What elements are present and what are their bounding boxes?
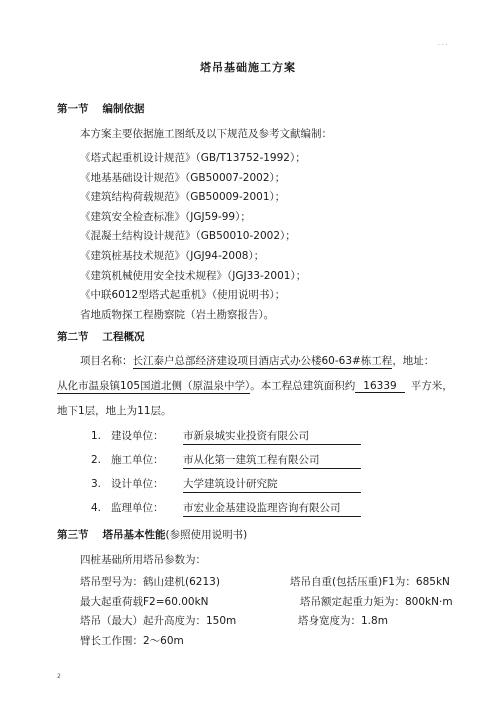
section1-title: 编制依据 [102,103,145,115]
address-line [57,378,453,393]
param-right: 塔吊自重(包括压重)F1为：685kN [290,576,450,588]
project-label: 项目名称： [80,355,133,367]
party-construction [91,428,361,445]
section2-heading [57,329,145,344]
party-supervision [91,500,361,517]
param-right: 塔吊额定起重力矩为：800kN·m [300,596,453,608]
party-value: 市宏业金基建设监理咨询有限公司 [183,500,361,517]
reference-item: 《建筑结构荷载规范》（GB50009-2001）； [80,191,286,203]
party-value: 市新泉城实业投资有限公司 [183,428,361,445]
reference-item: 《塔式起重机设计规范》（GB/T13752-1992）； [80,152,306,164]
party-label: 建设单位： [111,430,164,442]
reference-item: 《混凝土结构设计规范》（GB50010-2002）； [80,230,296,242]
section2-number: 第二节 [57,331,89,343]
address-label: ，地址： [392,355,435,367]
reference-item: 《中联6012型塔式起重机》（使用说明书）； [80,289,286,301]
party-value: 市从化第一建筑工程有限公司 [183,452,361,469]
section1-heading [57,101,145,116]
section3-note: (参照使用说明书) [165,529,248,541]
party-contractor [91,452,361,469]
party-index: 3. [91,478,102,490]
section3-title: 塔吊基本性能 [102,529,166,541]
project-name: 长江泰户总部经济建设项目酒店式办公楼60-63#栋工程 [132,355,393,367]
party-design [91,476,361,493]
area-suffix: 平方米， [410,380,453,392]
project-address: 从化市温泉镇105国道北侧（原温泉中学） [57,380,251,392]
reference-item: 《建筑桩基技术规范》（JGJ94-2008）； [80,250,265,262]
area-value: 16339 [355,380,404,393]
project-line [80,353,434,368]
param-left: 塔吊（最大）起升高度为：150m [80,615,237,627]
page-number: 2 [57,673,61,680]
floors-line: 地下1层，地上为11层。 [57,405,172,417]
section3-number: 第三节 [57,529,89,541]
party-label: 设计单位： [111,478,164,490]
section2-title: 工程概况 [102,331,145,343]
corner-mark: . . . [438,40,448,47]
arm-range: 臂长工作围：2～60m [80,635,184,647]
param-right: 塔身宽度为：1.8m [298,615,388,627]
section3-intro: 四桩基础所用塔吊参数为： [80,554,206,566]
param-left: 最大起重荷载F2=60.00kN [80,596,209,608]
area-prefix: 。本工程总建筑面积约 [250,380,356,392]
party-label: 施工单位： [111,454,164,466]
document-title: 塔吊基础施工方案 [200,61,296,74]
party-label: 监理单位： [111,502,164,514]
section3-heading [57,527,247,542]
party-index: 2. [91,454,102,466]
reference-item: 省地质物探工程勘察院（岩土勘察报告）。 [80,309,275,321]
reference-item: 《地基基础设计规范》（GB50007-2002）； [80,172,286,184]
reference-item: 《建筑机械使用安全技术规程》（JGJ33-2001）； [80,270,307,282]
party-index: 1. [91,430,102,442]
reference-item: 《建筑安全检查标准》（JGJ59-99）； [80,211,251,223]
param-left: 塔吊型号为：鹤山建机(6213) [80,576,220,588]
party-value: 大学建筑设计研究院 [183,476,361,493]
section1-number: 第一节 [57,103,89,115]
party-index: 4. [91,502,102,514]
section1-intro: 本方案主要依据施工图纸及以下规范及参考文献编制： [80,128,332,140]
